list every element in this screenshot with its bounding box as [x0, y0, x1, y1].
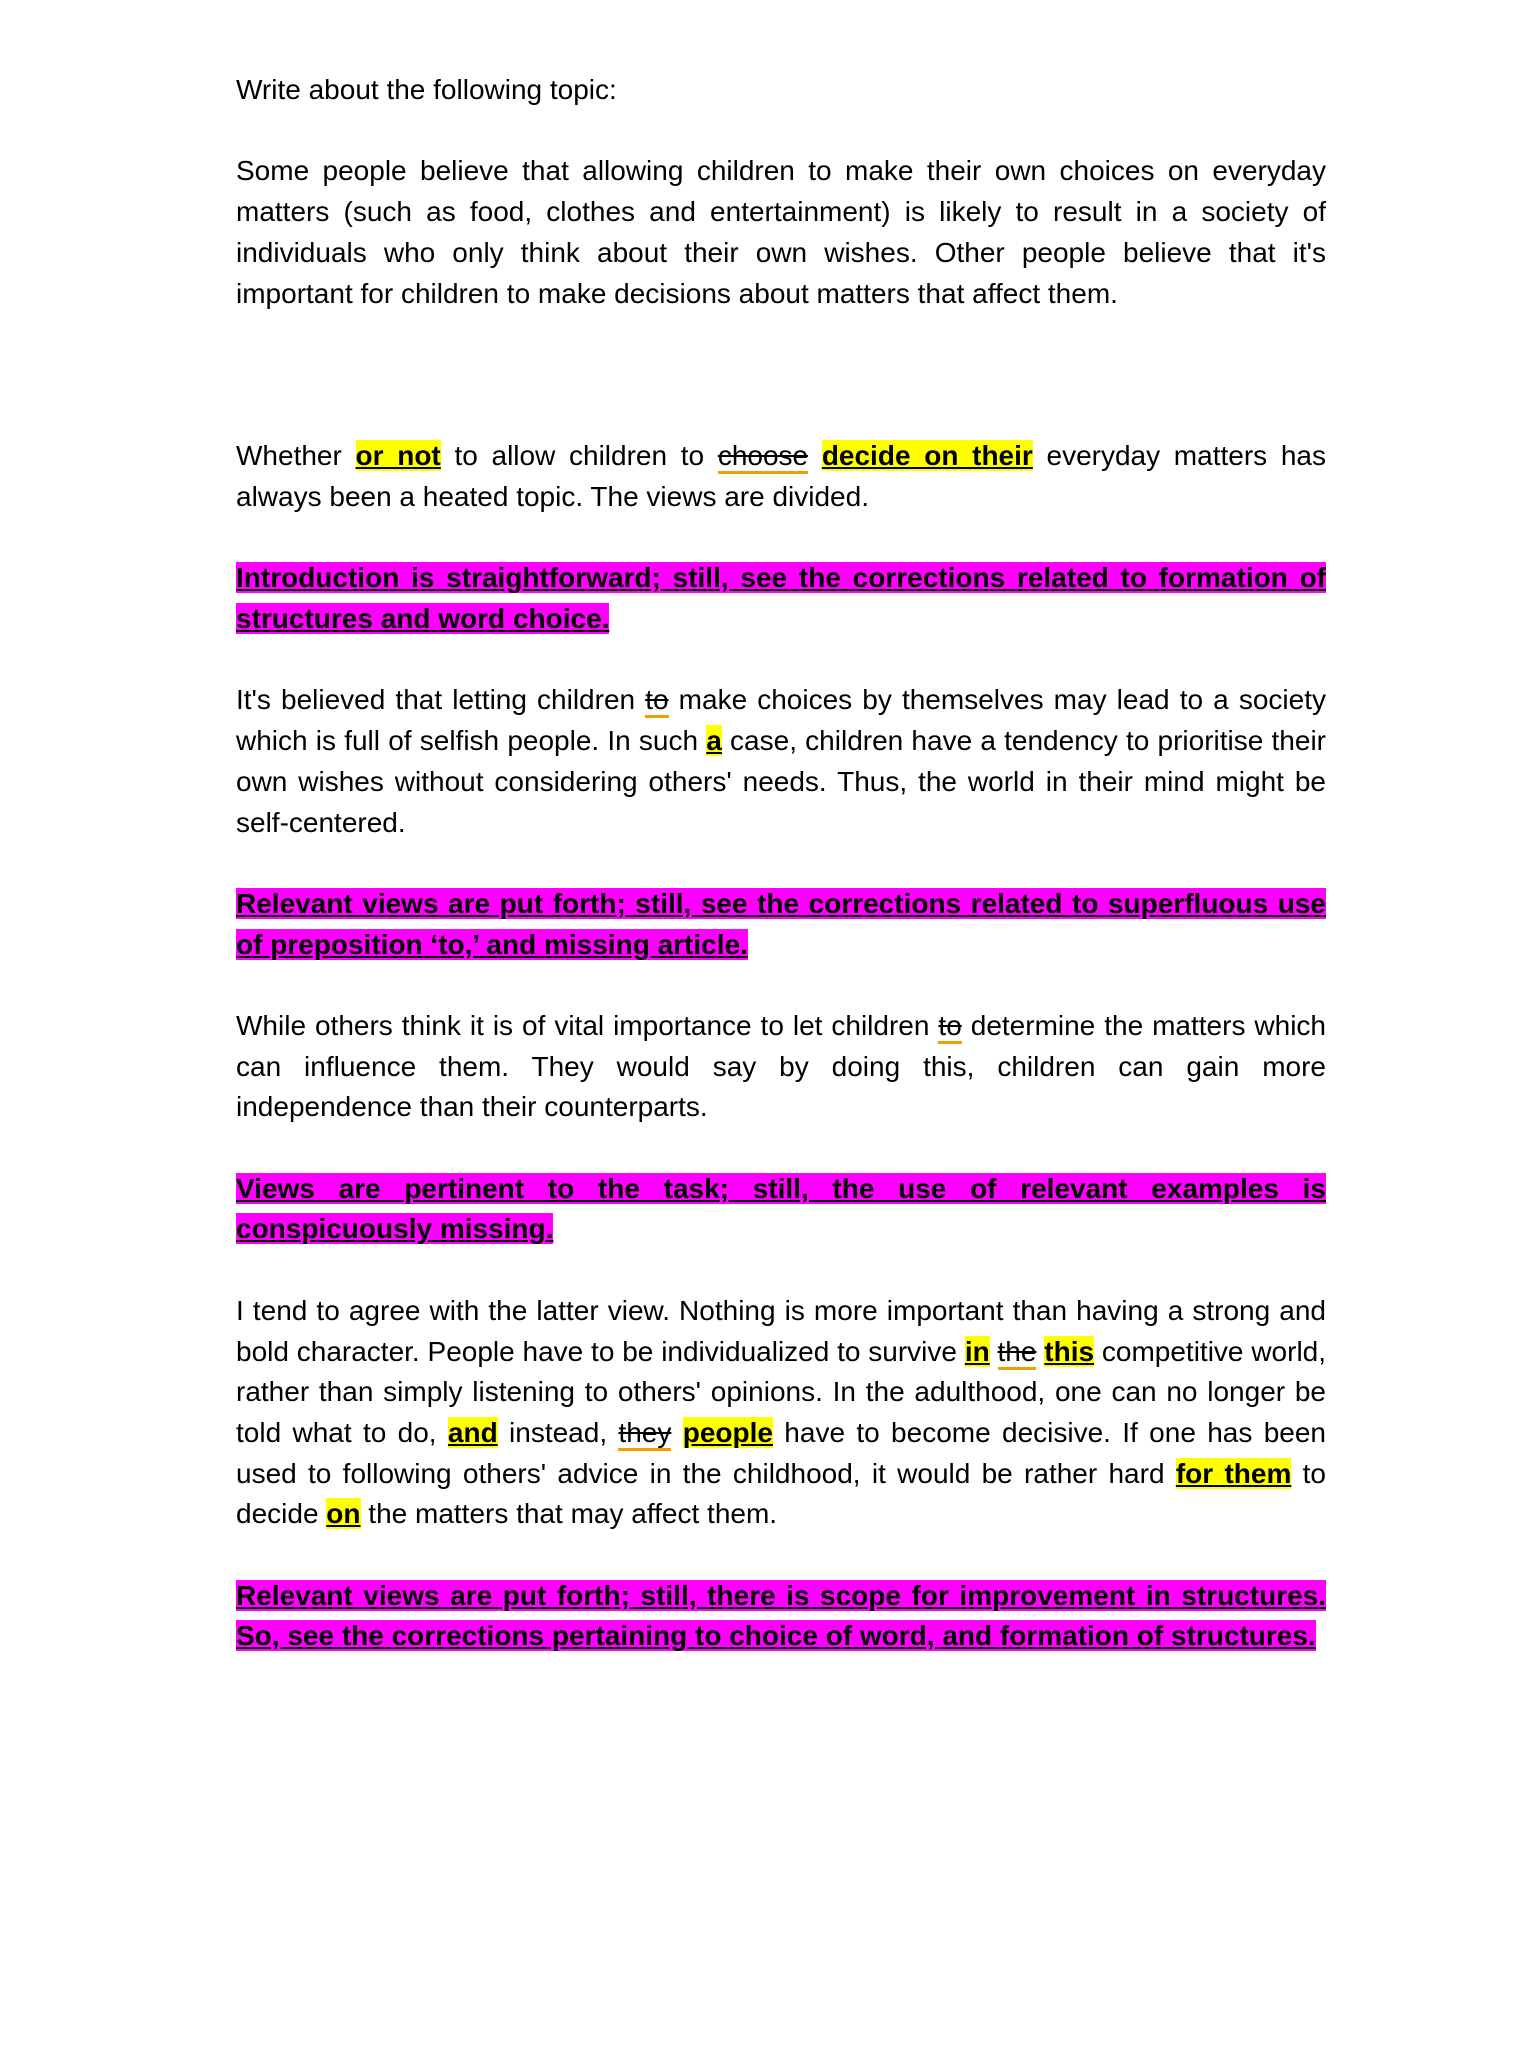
essay-text: Whether — [236, 440, 356, 472]
document-page — [236, 70, 1326, 1698]
essay-text: everyday matters has always been a heated topic. The views are divided. — [236, 440, 1326, 512]
essay-text: make choices by themselves may lead to a society which is full of selfish people. In such — [236, 684, 1326, 757]
inserted-correction: for them — [1175, 1457, 1292, 1489]
deleted-word: to — [938, 1010, 961, 1044]
essay-text: have to become decisive. If one has been used to following others' advice in the childhood, it would be rather hard — [236, 1416, 1326, 1489]
essay-text: competitive world, rather than simply listening to others' opinions. In the adulthood, one can no longer be told what to do, — [236, 1335, 1327, 1448]
essay-text: to decide — [236, 1457, 1326, 1530]
essay-text: determine the matters which can influence them. They would say by doing this, children can gain more independence than their counterparts. — [236, 1009, 1326, 1123]
inserted-correction: decide on their — [821, 440, 1033, 472]
essay-text: While others think it is of vital importance to let children — [236, 1009, 939, 1041]
feedback-comment — [236, 1169, 1326, 1250]
comment-text: Relevant views are put forth; still, see the corrections related to superfluous use of preposition ‘to,’ and missing article. — [236, 887, 1326, 960]
inserted-correction: a — [706, 725, 722, 757]
essay-text — [990, 1336, 998, 1367]
prompt-topic: Some people believe that allowing children to make their own choices on everyday matters (such as food, clothes and entertainment) is likely to result in a society of individuals who only think about their own wishes. Other people believe that it's important for children to make decisions about matters that affect them. — [236, 155, 1326, 309]
deleted-word: to — [645, 684, 668, 718]
feedback-comment — [236, 558, 1326, 639]
essay-paragraph — [236, 436, 1326, 517]
essay-text: instead, — [497, 1416, 619, 1448]
essay-text: I tend to agree with the latter view. Nothing is more important than having a strong and bold character. People have to be individualized to survive — [236, 1294, 1326, 1367]
essay-paragraph — [236, 1006, 1326, 1128]
inserted-correction: on — [326, 1498, 361, 1530]
essay-body — [236, 436, 1326, 1657]
inserted-correction: people — [682, 1416, 773, 1448]
essay-paragraph — [236, 1291, 1326, 1535]
feedback-comment — [236, 884, 1326, 965]
inserted-correction: and — [447, 1416, 498, 1448]
essay-text: case, children have a tendency to prioritise their own wishes without considering others' needs. Thus, the world in their mind might be self-centered. — [236, 725, 1326, 838]
inserted-correction: this — [1044, 1335, 1095, 1367]
essay-text: the matters that may affect them. — [360, 1498, 778, 1530]
deleted-word: they — [618, 1417, 671, 1451]
essay-text — [808, 440, 822, 471]
comment-text: Introduction is straightforward; still, see the corrections related to formation of structures and word choice. — [236, 562, 1326, 634]
feedback-comment — [236, 1576, 1326, 1657]
essay-text — [671, 1417, 682, 1448]
deleted-word: choose — [718, 440, 808, 474]
essay-text: to allow children to — [440, 440, 718, 472]
comment-text: Relevant views are put forth; still, there is scope for improvement in structures. So, see the corrections pertaining to choice of word, and formation of structures. — [236, 1579, 1326, 1652]
deleted-word: the — [998, 1336, 1037, 1370]
prompt-heading: Write about the following topic: — [236, 74, 617, 105]
inserted-correction: in — [964, 1335, 990, 1367]
comment-text: Views are pertinent to the task; still, the use of relevant examples is conspicuously missing. — [236, 1172, 1326, 1245]
essay-paragraph — [236, 680, 1326, 843]
essay-text: It's believed that letting children — [236, 684, 646, 716]
inserted-correction: or not — [355, 440, 441, 472]
